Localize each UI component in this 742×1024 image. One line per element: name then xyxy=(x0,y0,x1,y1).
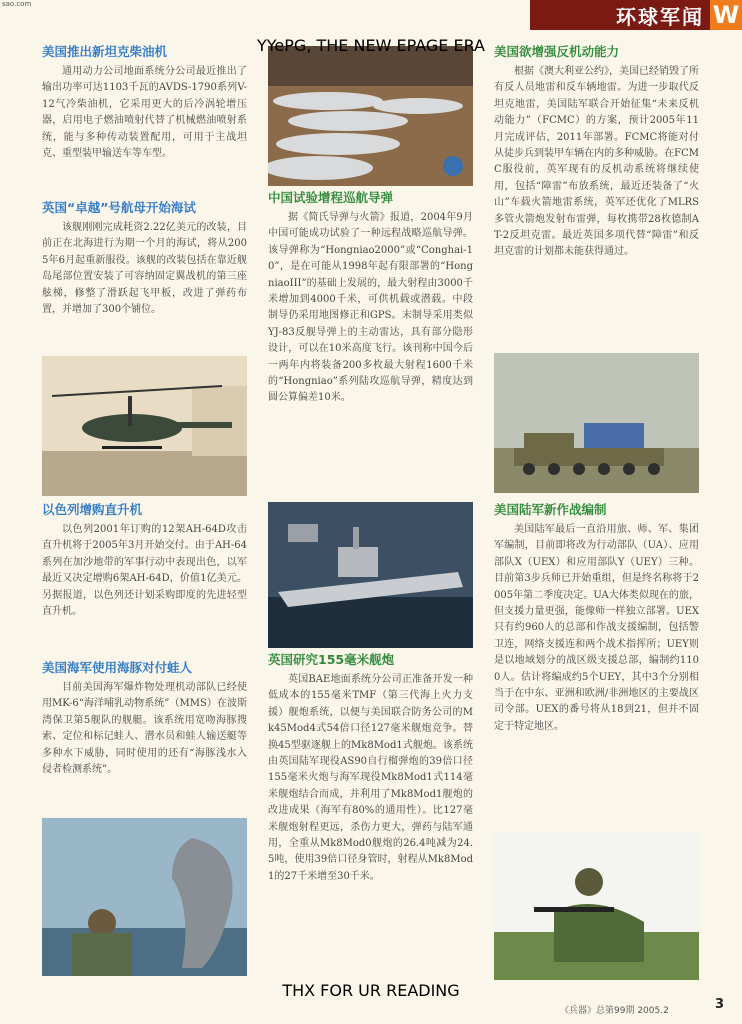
article-title: 美国海军使用海豚对付蛙人 xyxy=(42,660,193,675)
article-title: 美国陆军新作战编制 xyxy=(494,502,607,517)
watermark-bottom: THX FOR UR READING xyxy=(282,981,460,1000)
masthead-logo-letter: W xyxy=(710,0,742,30)
article-body: 以色列2001年订购的12架AH-64D攻击直升机将于2005年3月开始交付。由于AH-64系列在加沙地带的军事行动中表现出色，以军最近又决定增购6架AH-64D，价值1亿美元。另据报道，以色列还计划采购即度的先进轻型直升机。 xyxy=(42,524,247,618)
article-title: 以色列增购直升机 xyxy=(42,502,143,517)
article-body: 通用动力公司地面系统分公司最近推出了输出功率可达1103千瓦的AVDS-1790系列V-12气冷柴油机，它采用更大的后冷涡轮增压器，启用电子燃油喷射代替了机械燃油喷射系统，能与多种传动装置配用，可用于主战坦克、重型装甲输送车等车型。 xyxy=(42,66,247,160)
article-title: 英国“卓越”号航母开始海试 xyxy=(42,200,196,215)
article-body: 英国BAE地面系统分公司正准备开发一种低成本的155毫米TMF（第三代海上火力支援）舰炮系统，以便与美国联合防务公司的Mk45Mod4式54倍口径127毫米舰炮竞争。替换45型驱逐舰上的Mk8Mod1式舰炮。该系统由英国陆军现役AS90自行榴弹炮的39倍口径155毫米火炮与海军现役Mk8Mod1式114毫米舰炮结合而成，并利用了Mk8Mod1舰炮的改进成果（海军有80%的通用性）。比127毫米舰炮射程更远，杀伤力更大，弹药与陆军通用，全重从Mk8Mod0舰炮的26.4吨减为24.5吨，使用39倍口径身管时，射程从Mk8Mod1的27千米增至30千米。 xyxy=(268,674,473,882)
article-anti-armor xyxy=(494,44,699,261)
article-cruise-missile xyxy=(268,190,473,407)
article-body: 目前美国海军爆炸物处理机动部队已经使用MK-6“海洋哺乳动物系统”（MMS）在波斯湾保卫第5舰队的舰艇。该系统用宽吻海豚搜索、定位和标记蛙人、潜水员和蛙人输送艇等多种水下威胁，同时使用的还有“海豚浅水入侵者检测系统”。 xyxy=(42,682,247,776)
page-number: 3 xyxy=(714,997,724,1012)
watermark-top: YYePG, THE NEW EPAGE ERA xyxy=(257,36,485,55)
helicopter-photo xyxy=(42,356,247,496)
article-helicopter xyxy=(42,502,247,620)
article-cannon xyxy=(268,652,473,885)
magazine-footer: 《兵器》总第99期 2005.2 xyxy=(560,1006,669,1016)
warship-photo xyxy=(268,502,473,648)
article-title: 美国欲增强反机动能力 xyxy=(494,44,620,59)
article-body: 美国陆军最后一直沿用旅、师、军、集团军编制，目前即将改为行动部队（UA）、应用部队X（UEX）和应用部队Y（UEY）三种。目前第3步兵师已开始重组，但是终名称将于2005年第二季度决定。UA大体类似现在的旅，但支援力量更强，能像师一样独立部署。UEX只有约960人的总部和作战支援编制，包括警卫连，网络支援连和两个战术指挥所；UEY则是以地域划分的战区级支援总部，编制约1100人。估计将编成约5个UEY，其中3个分别相当于在中东、亚洲和欧洲/非洲地区的主要战区司令部。UEX的番号将从18到21，但并不固定于特定地区。 xyxy=(494,524,699,732)
article-carrier xyxy=(42,200,247,318)
article-title: 中国试验增程巡航导弹 xyxy=(268,190,394,205)
article-body: 据《简氏导弹与火箭》报道，2004年9月中国可能成功试验了一种远程战略巡航导弹。该导弹称为“Hongniao2000”或“Conghai-10”，是在可能从1998年起有限部署的“HongniaoIII”的基础上发展的，最大射程由3000千米增加到4000千米，可供机载或潜载。中段制导仍采用地图修正和GPS。末制导采用类似YJ-83反舰导弹上的主动雷达，具有部分隐形设计，可以在10米高度飞行。该刊称中国今后一两年内将装备200多枚最大射程1600千米的“Hongniao”系列陆攻巡航导弹，精度达到圆公算偏差10米。 xyxy=(268,212,473,404)
article-title: 美国推出新坦克柴油机 xyxy=(42,44,168,59)
article-title: 英国研究155毫米舰炮 xyxy=(268,652,395,667)
soldier-photo xyxy=(494,832,699,980)
article-body: 根据《澳大利亚公约》，美国已经销毁了所有反人员地雷和反车辆地雷。为进一步取代反坦克地雷，美国陆军联合开始征集“未来反机动能力”（FCMC）的方案，预计2005年11月完成评估，2011年部署。FCMC将能对付从徒步兵到装甲车辆在内的多种威胁。在FCMC服役前，英军现有的反机动系统将继续使用，包括“障雷”布放系统，最近还装备了“火山”车载火箭地雷系统，英军还优化了MLRS多管火箭炮发射布雷弹，每枚携带28枚德制AT-2反坦克雷。最近英国多项代替“障雷”和反坦克雷的计划都未能获得通过。 xyxy=(494,66,699,258)
article-body: 该舰刚刚完成耗资2.22亿美元的改装，目前正在北海进行为期一个月的海试，将从2005年6月起重新服役。该舰的改装包括在靠近舰岛尾部位置安装了可容纳固定翼战机的第三座舷梯，修整了滑跃起飞甲板，改进了弹药布置，并增加了300个铺位。 xyxy=(42,222,247,316)
article-army-org xyxy=(494,502,699,735)
top-corner-mark: sao.com xyxy=(2,0,32,8)
dolphin-photo xyxy=(42,818,247,976)
rocket-launcher-photo xyxy=(494,353,699,493)
masthead-title: 环球军闻 xyxy=(616,4,704,29)
article-dolphin xyxy=(42,660,247,778)
article-tank-engine xyxy=(42,44,247,162)
masthead xyxy=(530,0,742,30)
missile-photo xyxy=(268,46,473,186)
